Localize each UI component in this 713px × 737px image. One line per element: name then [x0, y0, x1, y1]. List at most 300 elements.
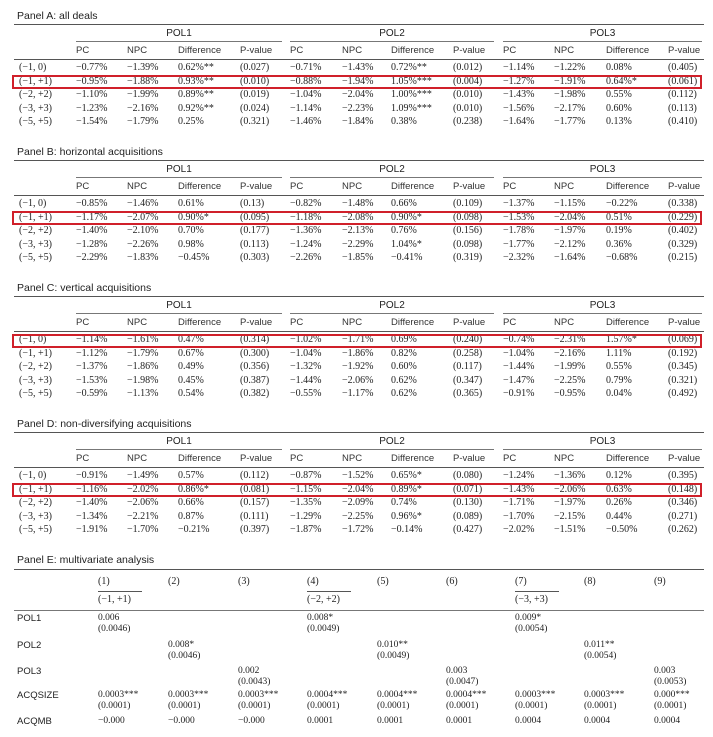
group-underline — [76, 41, 282, 42]
highlight-box — [12, 483, 702, 497]
table-cell: −1.28% — [76, 238, 108, 250]
table-cell: −1.39% — [127, 62, 159, 73]
coefficient-cell: 0.0004*** — [446, 690, 487, 700]
model-column-header: (5) — [377, 576, 389, 587]
group-underline — [76, 449, 282, 450]
column-header: P-value — [453, 181, 486, 192]
table-cell: −2.02% — [127, 483, 159, 495]
table-cell: −2.06% — [554, 483, 586, 495]
table-cell: (0.177) — [240, 225, 270, 237]
table-cell: −0.95% — [554, 388, 586, 400]
header-rule — [14, 195, 704, 196]
column-header: Difference — [391, 453, 435, 464]
table-cell: −1.79% — [127, 116, 159, 128]
table-cell: (0.240) — [453, 334, 483, 345]
event-window-label: (−5, +5) — [19, 116, 52, 128]
table-cell: 0.36% — [606, 238, 632, 250]
coefficient-cell: 0.011** — [584, 640, 615, 650]
table-cell: −1.53% — [76, 374, 108, 386]
event-window-label: (−1, 0) — [19, 198, 47, 209]
group-underline — [290, 449, 494, 450]
table-cell: −1.53% — [503, 211, 535, 223]
table-cell: −2.13% — [342, 225, 374, 237]
table-cell: −1.36% — [290, 225, 322, 237]
table-cell: −2.23% — [342, 102, 374, 114]
table-cell: 0.69% — [391, 334, 417, 345]
table-cell: (0.410) — [668, 116, 698, 128]
table-cell: (0.319) — [453, 252, 483, 264]
table-cell: (0.405) — [668, 62, 698, 73]
group-underline — [76, 177, 282, 178]
table-cell: −2.26% — [127, 238, 159, 250]
table-cell: −2.26% — [290, 252, 322, 264]
coefficient-cell: −0.000 — [98, 716, 125, 726]
event-window-label: (−1, 0) — [19, 62, 47, 73]
table-cell: −1.88% — [127, 75, 159, 87]
event-window-label: (−1, +1) — [19, 483, 52, 495]
policy-group-header: POL2 — [379, 300, 405, 311]
event-window-label: (−3, +3) — [515, 594, 548, 605]
table-cell: −1.15% — [290, 483, 322, 495]
highlight-box — [12, 211, 702, 225]
column-header: Difference — [391, 45, 435, 56]
table-cell: −1.02% — [290, 334, 322, 345]
window-underline — [515, 591, 559, 592]
table-cell: −0.77% — [76, 62, 108, 73]
panel-top-rule — [14, 569, 704, 570]
coefficient-cell: 0.009* — [515, 613, 542, 623]
table-cell: −1.24% — [503, 470, 535, 481]
table-cell: −1.52% — [342, 470, 374, 481]
std-error-cell: (0.0046) — [168, 651, 201, 661]
table-cell: 0.51% — [606, 211, 632, 223]
coefficient-cell: 0.0003*** — [584, 690, 625, 700]
column-header: PC — [290, 181, 304, 192]
table-cell: (0.395) — [668, 470, 698, 481]
table-cell: (0.271) — [668, 510, 698, 522]
table-cell: −1.40% — [76, 497, 108, 509]
panel-title: Panel E: multivariate analysis — [17, 554, 155, 566]
column-header: PC — [76, 45, 90, 56]
table-cell: −1.37% — [503, 198, 535, 209]
table-cell: −1.04% — [290, 347, 322, 359]
table-cell: (0.345) — [668, 361, 698, 373]
model-column-header: (1) — [98, 576, 110, 587]
coefficient-cell: 0.0001 — [307, 716, 334, 726]
std-error-cell: (0.0001) — [654, 701, 687, 711]
policy-group-header: POL1 — [166, 164, 192, 175]
table-cell: −1.10% — [76, 89, 108, 101]
table-cell: −0.95% — [76, 75, 108, 87]
model-column-header: (6) — [446, 576, 458, 587]
table-cell: (0.303) — [240, 252, 270, 264]
table-cell: 0.61% — [178, 198, 204, 209]
column-header: P-value — [668, 317, 701, 328]
table-cell: −2.04% — [342, 483, 374, 495]
coefficient-cell: 0.0004 — [584, 716, 611, 726]
group-underline — [503, 41, 702, 42]
table-cell: −0.85% — [76, 198, 108, 209]
table-cell: (0.321) — [240, 116, 270, 128]
table-cell: −2.15% — [554, 510, 586, 522]
table-cell: 0.54% — [178, 388, 204, 400]
column-header: NPC — [127, 45, 148, 56]
table-cell: −2.06% — [127, 497, 159, 509]
column-header: NPC — [554, 45, 575, 56]
event-window-label: (−1, +1) — [98, 594, 131, 605]
highlight-box — [12, 75, 702, 89]
std-error-cell: (0.0053) — [654, 677, 687, 687]
table-cell: −2.06% — [342, 374, 374, 386]
event-window-label: (−5, +5) — [19, 524, 52, 536]
table-cell: (0.238) — [453, 116, 483, 128]
table-cell: −1.99% — [127, 89, 159, 101]
table-cell: −1.49% — [127, 470, 159, 481]
coefficient-cell: 0.0003*** — [98, 690, 139, 700]
table-cell: (0.148) — [668, 483, 698, 495]
table-cell: −2.16% — [127, 102, 159, 114]
column-header: NPC — [127, 453, 148, 464]
table-cell: −2.31% — [554, 334, 586, 345]
table-cell: (0.314) — [240, 334, 270, 345]
table-cell: 0.62% — [391, 388, 417, 400]
table-cell: (0.089) — [453, 510, 483, 522]
table-cell: (0.113) — [668, 102, 697, 114]
group-underline — [503, 449, 702, 450]
column-header: Difference — [606, 181, 650, 192]
table-cell: −1.36% — [554, 470, 586, 481]
table-cell: 0.60% — [606, 102, 632, 114]
std-error-cell: (0.0054) — [515, 624, 548, 634]
table-cell: −0.74% — [503, 334, 535, 345]
table-cell: −1.48% — [342, 198, 374, 209]
column-header: PC — [76, 317, 90, 328]
table-cell: 0.49% — [178, 361, 204, 373]
table-cell: −0.41% — [391, 252, 423, 264]
table-cell: −1.71% — [503, 497, 535, 509]
column-header: P-value — [453, 317, 486, 328]
table-cell: 0.12% — [606, 470, 632, 481]
column-header: NPC — [554, 181, 575, 192]
table-cell: −2.12% — [554, 238, 586, 250]
column-header: PC — [290, 317, 304, 328]
table-cell: −1.22% — [554, 62, 586, 73]
table-cell: −1.24% — [290, 238, 322, 250]
table-cell: (0.010) — [240, 75, 270, 87]
table-cell: −1.99% — [554, 361, 586, 373]
table-cell: −1.12% — [76, 347, 108, 359]
table-cell: (0.258) — [453, 347, 483, 359]
table-cell: 0.89%** — [178, 89, 214, 101]
event-window-label: (−1, 0) — [19, 334, 47, 345]
table-cell: (0.492) — [668, 388, 698, 400]
panel-title: Panel A: all deals — [17, 10, 98, 22]
group-underline — [290, 313, 494, 314]
table-cell: −1.54% — [76, 116, 108, 128]
column-header: PC — [503, 45, 517, 56]
column-header: Difference — [178, 45, 222, 56]
table-cell: 0.62%** — [178, 62, 214, 73]
table-cell: 0.60% — [391, 361, 417, 373]
coefficient-cell: 0.0003*** — [238, 690, 279, 700]
policy-group-header: POL2 — [379, 28, 405, 39]
table-cell: −1.61% — [127, 334, 159, 345]
event-window-label: (−2, +2) — [307, 594, 340, 605]
table-cell: 0.19% — [606, 225, 632, 237]
table-cell: −1.98% — [554, 89, 586, 101]
policy-group-header: POL3 — [589, 436, 616, 447]
column-header: NPC — [127, 181, 148, 192]
table-cell: (0.192) — [668, 347, 698, 359]
table-cell: −2.25% — [342, 510, 374, 522]
table-cell: 1.05%*** — [391, 75, 432, 87]
table-cell: 1.09%*** — [391, 102, 432, 114]
table-cell: −1.70% — [503, 510, 535, 522]
policy-group-header: POL1 — [166, 436, 192, 447]
policy-group-header: POL1 — [166, 28, 192, 39]
table-cell: −1.17% — [342, 388, 374, 400]
table-cell: −1.18% — [290, 211, 322, 223]
group-underline — [503, 177, 702, 178]
event-window-label: (−3, +3) — [19, 238, 52, 250]
coefficient-cell: 0.0004 — [515, 716, 542, 726]
variable-label: POL3 — [17, 666, 42, 677]
table-cell: (0.229) — [668, 211, 698, 223]
event-window-label: (−2, +2) — [19, 361, 52, 373]
table-cell: 0.92%** — [178, 102, 214, 114]
table-cell: (0.113) — [240, 238, 269, 250]
policy-group-header: POL2 — [379, 436, 405, 447]
column-header: NPC — [342, 317, 363, 328]
table-cell: (0.13) — [240, 198, 265, 209]
event-window-label: (−1, +1) — [19, 347, 52, 359]
table-cell: −0.71% — [290, 62, 322, 73]
table-cell: (0.111) — [240, 510, 269, 522]
table-cell: (0.215) — [668, 252, 698, 264]
table-cell: 0.47% — [178, 334, 204, 345]
table-cell: −1.83% — [127, 252, 159, 264]
event-window-label: (−1, +1) — [19, 75, 52, 87]
table-cell: (0.061) — [668, 75, 698, 87]
table-cell: 0.65%* — [391, 470, 422, 481]
event-window-label: (−2, +2) — [19, 497, 52, 509]
table-cell: (0.356) — [240, 361, 270, 373]
panel-top-rule — [14, 432, 704, 433]
table-cell: (0.080) — [453, 470, 483, 481]
table-cell: 0.87% — [178, 510, 204, 522]
table-cell: −2.10% — [127, 225, 159, 237]
event-window-label: (−5, +5) — [19, 252, 52, 264]
panel-title: Panel B: horizontal acquisitions — [17, 146, 163, 158]
table-cell: −1.43% — [342, 62, 374, 73]
table-cell: 0.86%* — [178, 483, 209, 495]
std-error-cell: (0.0047) — [446, 677, 479, 687]
table-cell: −0.88% — [290, 75, 322, 87]
table-cell: (0.109) — [453, 198, 483, 209]
column-header: P-value — [453, 453, 486, 464]
table-cell: −0.91% — [76, 470, 108, 481]
std-error-cell: (0.0001) — [377, 701, 410, 711]
table-cell: −2.02% — [503, 524, 535, 536]
table-cell: 0.66% — [391, 198, 417, 209]
table-cell: 0.76% — [391, 225, 417, 237]
table-cell: −0.21% — [178, 524, 210, 536]
column-header: P-value — [240, 181, 273, 192]
std-error-cell: (0.0043) — [238, 677, 271, 687]
column-header: Difference — [391, 317, 435, 328]
table-cell: −2.17% — [554, 102, 586, 114]
table-cell: −2.25% — [554, 374, 586, 386]
std-error-cell: (0.0046) — [98, 624, 131, 634]
table-cell: −0.59% — [76, 388, 108, 400]
table-cell: (0.027) — [240, 62, 270, 73]
table-cell: 0.57% — [178, 470, 204, 481]
table-cell: −2.29% — [342, 238, 374, 250]
table-cell: −2.29% — [76, 252, 108, 264]
column-header: PC — [503, 317, 517, 328]
table-cell: (0.117) — [453, 361, 482, 373]
table-cell: 0.63% — [606, 483, 632, 495]
table-cell: (0.329) — [668, 238, 698, 250]
variable-label: POL1 — [17, 613, 42, 624]
table-cell: 0.55% — [606, 89, 632, 101]
table-cell: −0.91% — [503, 388, 535, 400]
header-rule — [14, 467, 704, 468]
model-column-header: (4) — [307, 576, 319, 587]
policy-group-header: POL3 — [589, 164, 616, 175]
table-cell: (0.024) — [240, 102, 270, 114]
coefficient-cell: 0.003 — [446, 666, 468, 676]
std-error-cell: (0.0001) — [446, 701, 479, 711]
column-header: PC — [290, 453, 304, 464]
column-header: NPC — [554, 317, 575, 328]
panel-top-rule — [14, 24, 704, 25]
table-cell: −1.72% — [342, 524, 374, 536]
std-error-cell: (0.0001) — [98, 701, 131, 711]
table-cell: −1.77% — [503, 238, 535, 250]
table-cell: −0.50% — [606, 524, 638, 536]
table-cell: −1.16% — [76, 483, 108, 495]
table-cell: −1.14% — [290, 102, 322, 114]
column-header: PC — [76, 181, 90, 192]
table-cell: 0.08% — [606, 62, 632, 73]
column-header: P-value — [453, 45, 486, 56]
group-underline — [503, 313, 702, 314]
highlight-box — [12, 334, 702, 348]
table-cell: −2.07% — [127, 211, 159, 223]
column-header: Difference — [178, 317, 222, 328]
table-cell: −0.55% — [290, 388, 322, 400]
table-cell: 0.26% — [606, 497, 632, 509]
table-cell: (0.427) — [453, 524, 483, 536]
table-cell: (0.098) — [453, 238, 483, 250]
std-error-cell: (0.0049) — [307, 624, 340, 634]
model-column-header: (2) — [168, 576, 180, 587]
table-cell: −1.85% — [342, 252, 374, 264]
coefficient-cell: 0.0004*** — [307, 690, 348, 700]
panel-title: Panel C: vertical acquisitions — [17, 282, 152, 294]
table-cell: 0.70% — [178, 225, 204, 237]
table-cell: 0.38% — [391, 116, 417, 128]
table-cell: −1.43% — [503, 89, 535, 101]
event-window-label: (−3, +3) — [19, 374, 52, 386]
table-cell: (0.071) — [453, 483, 483, 495]
table-cell: −1.86% — [342, 347, 374, 359]
table-cell: −1.13% — [127, 388, 159, 400]
table-cell: (0.098) — [453, 211, 483, 223]
table-cell: (0.338) — [668, 198, 698, 209]
table-cell: 0.79% — [606, 374, 632, 386]
event-window-label: (−5, +5) — [19, 388, 52, 400]
table-cell: 0.74% — [391, 497, 417, 509]
table-cell: 0.13% — [606, 116, 632, 128]
table-cell: −2.04% — [554, 211, 586, 223]
table-cell: −1.77% — [554, 116, 586, 128]
table-cell: 0.66% — [178, 497, 204, 509]
table-cell: −1.92% — [342, 361, 374, 373]
table-cell: (0.300) — [240, 347, 270, 359]
table-cell: (0.130) — [453, 497, 483, 509]
coefficient-cell: 0.008* — [168, 640, 195, 650]
std-error-cell: (0.0001) — [584, 701, 617, 711]
column-header: Difference — [178, 453, 222, 464]
header-rule — [14, 331, 704, 332]
table-cell: −1.34% — [76, 510, 108, 522]
table-cell: −1.04% — [290, 89, 322, 101]
table-cell: −1.37% — [76, 361, 108, 373]
table-cell: −0.68% — [606, 252, 638, 264]
coefficient-cell: 0.0004 — [654, 716, 681, 726]
coefficient-cell: 0.008* — [307, 613, 334, 623]
column-header: NPC — [342, 45, 363, 56]
table-cell: 0.82% — [391, 347, 417, 359]
table-cell: −1.56% — [503, 102, 535, 114]
group-underline — [76, 313, 282, 314]
table-cell: 0.62% — [391, 374, 417, 386]
table-cell: 0.55% — [606, 361, 632, 373]
table-cell: 0.93%** — [178, 75, 214, 87]
coefficient-cell: −0.000 — [238, 716, 265, 726]
model-column-header: (3) — [238, 576, 250, 587]
table-cell: (0.262) — [668, 524, 698, 536]
table-cell: −1.87% — [290, 524, 322, 536]
table-cell: −1.64% — [503, 116, 535, 128]
table-cell: −1.40% — [76, 225, 108, 237]
policy-group-header: POL1 — [166, 300, 192, 311]
table-cell: −1.14% — [503, 62, 535, 73]
coefficient-cell: −0.000 — [168, 716, 195, 726]
column-header: NPC — [127, 317, 148, 328]
table-cell: (0.365) — [453, 388, 483, 400]
table-cell: −1.35% — [290, 497, 322, 509]
event-window-label: (−2, +2) — [19, 225, 52, 237]
event-window-label: (−2, +2) — [19, 89, 52, 101]
table-cell: −0.82% — [290, 198, 322, 209]
table-cell: −2.16% — [554, 347, 586, 359]
table-cell: −1.91% — [76, 524, 108, 536]
column-header: Difference — [606, 453, 650, 464]
table-cell: −2.32% — [503, 252, 535, 264]
coefficient-cell: 0.003 — [654, 666, 676, 676]
column-header: Difference — [178, 181, 222, 192]
variable-label: POL2 — [17, 640, 42, 651]
table-cell: (0.397) — [240, 524, 270, 536]
group-underline — [290, 177, 494, 178]
table-cell: 1.57%* — [606, 334, 637, 345]
std-error-cell: (0.0001) — [515, 701, 548, 711]
std-error-cell: (0.0001) — [168, 701, 201, 711]
table-cell: 0.44% — [606, 510, 632, 522]
